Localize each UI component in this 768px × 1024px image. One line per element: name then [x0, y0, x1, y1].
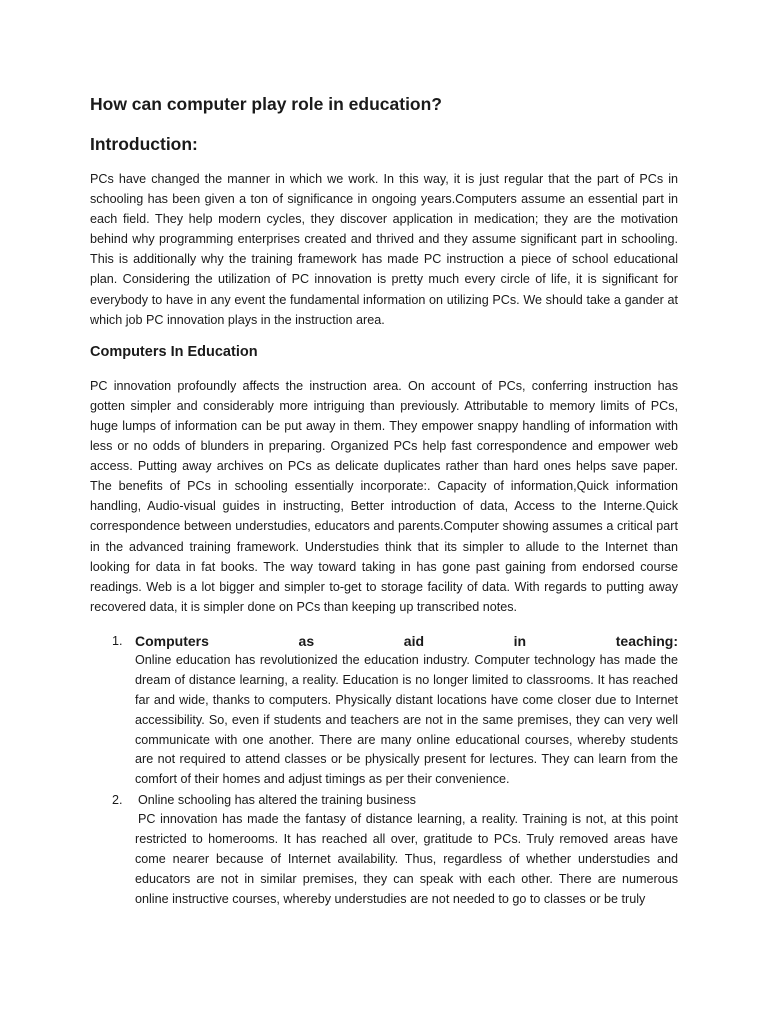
list-item-number: 2.: [112, 793, 123, 808]
list-item: [90, 790, 678, 910]
introduction-paragraph: PCs have changed the manner in which we work. In this way, it is just regular that the part of PCs in schooling has been given a ton of significance in ongoing years.Computers assume an essential part in each field. They help modern cycles, they discover application in medication; they are the motivation behind why programming enterprises created and thrived and they assume significant part in schooling. This is additionally why the training framework has made PC instruction a piece of school educational plan. Considering the utilization of PC innovation is pretty much every circle of life, it is significant for everybody to have in any event the fundamental information on utilizing PCs. We should take a gander at which job PC innovation plays in the instruction area.: [90, 172, 678, 327]
list-item-body: Online education has revolutionized the education industry. Computer technology has made the dream of distance learning, a reality. Education is no longer limited to classrooms. It has reached far and wide, thanks to computers. Physically distant locations have come closer due to Internet accessibility. So, even if students and teachers are not in the same premises, they can very well communicate with one another. There are many online educational courses, whereby students are not required to attend classes or be physically present for lectures. They can learn from the comfort of their homes and adjust timings as per their convenience.: [135, 652, 678, 787]
document-title: How can computer play role in education?: [90, 94, 442, 114]
introduction-heading: Introduction:: [90, 134, 198, 154]
section-paragraph: PC innovation profoundly affects the instruction area. On account of PCs, conferring instruction has gotten simpler and considerably more intriguing than previously. Attributable to memory limits of PCs, huge lumps of information can be put away in them. They empower snappy handling of information with less or no odds of blunders in preparing. Organized PCs help fast correspondence and empower web access. Putting away archives on PCs as delicate duplicates rather than hard ones helps save paper. The benefits of PCs in schooling essentially incorporate:. Capacity of information,Quick information handling, Audio-visual guides in instructing, Better introduction of data, Access to the Interne.Quick correspondence between understudies, educators and parents.Computer showing assumes a critical part in the advanced training framework. Understudies think that its simpler to allude to the Internet than looking for data in fat books. The way toward taking in has gone past gaining from endorsed course readings. Web is a lot bigger and simpler to-get to storage facility of data. With regards to putting away recovered data, it is simpler done on PCs than keeping up transcribed notes.: [90, 378, 678, 614]
document-page: [90, 92, 678, 910]
list-item-heading: Online schooling has altered the training business: [138, 793, 416, 808]
list-item: [90, 631, 678, 790]
list-item-body: PC innovation has made the fantasy of distance learning, a reality. Training is not, at this point restricted to homerooms. It has reached all over, gratitude to PCs. Truly removed areas have come nearer because of Internet availability. Thus, regardless of whether understudies and educators are not in similar premises, they can speak with each other. There are numerous online instructive courses, whereby understudies are not needed to go to classes or be truly: [135, 812, 678, 906]
numbered-list: [90, 631, 678, 910]
section-heading-computers-in-education: Computers In Education: [90, 343, 258, 360]
list-item-number: 1.: [112, 633, 123, 648]
list-item-heading: Computers as aid in teaching:: [135, 632, 678, 649]
